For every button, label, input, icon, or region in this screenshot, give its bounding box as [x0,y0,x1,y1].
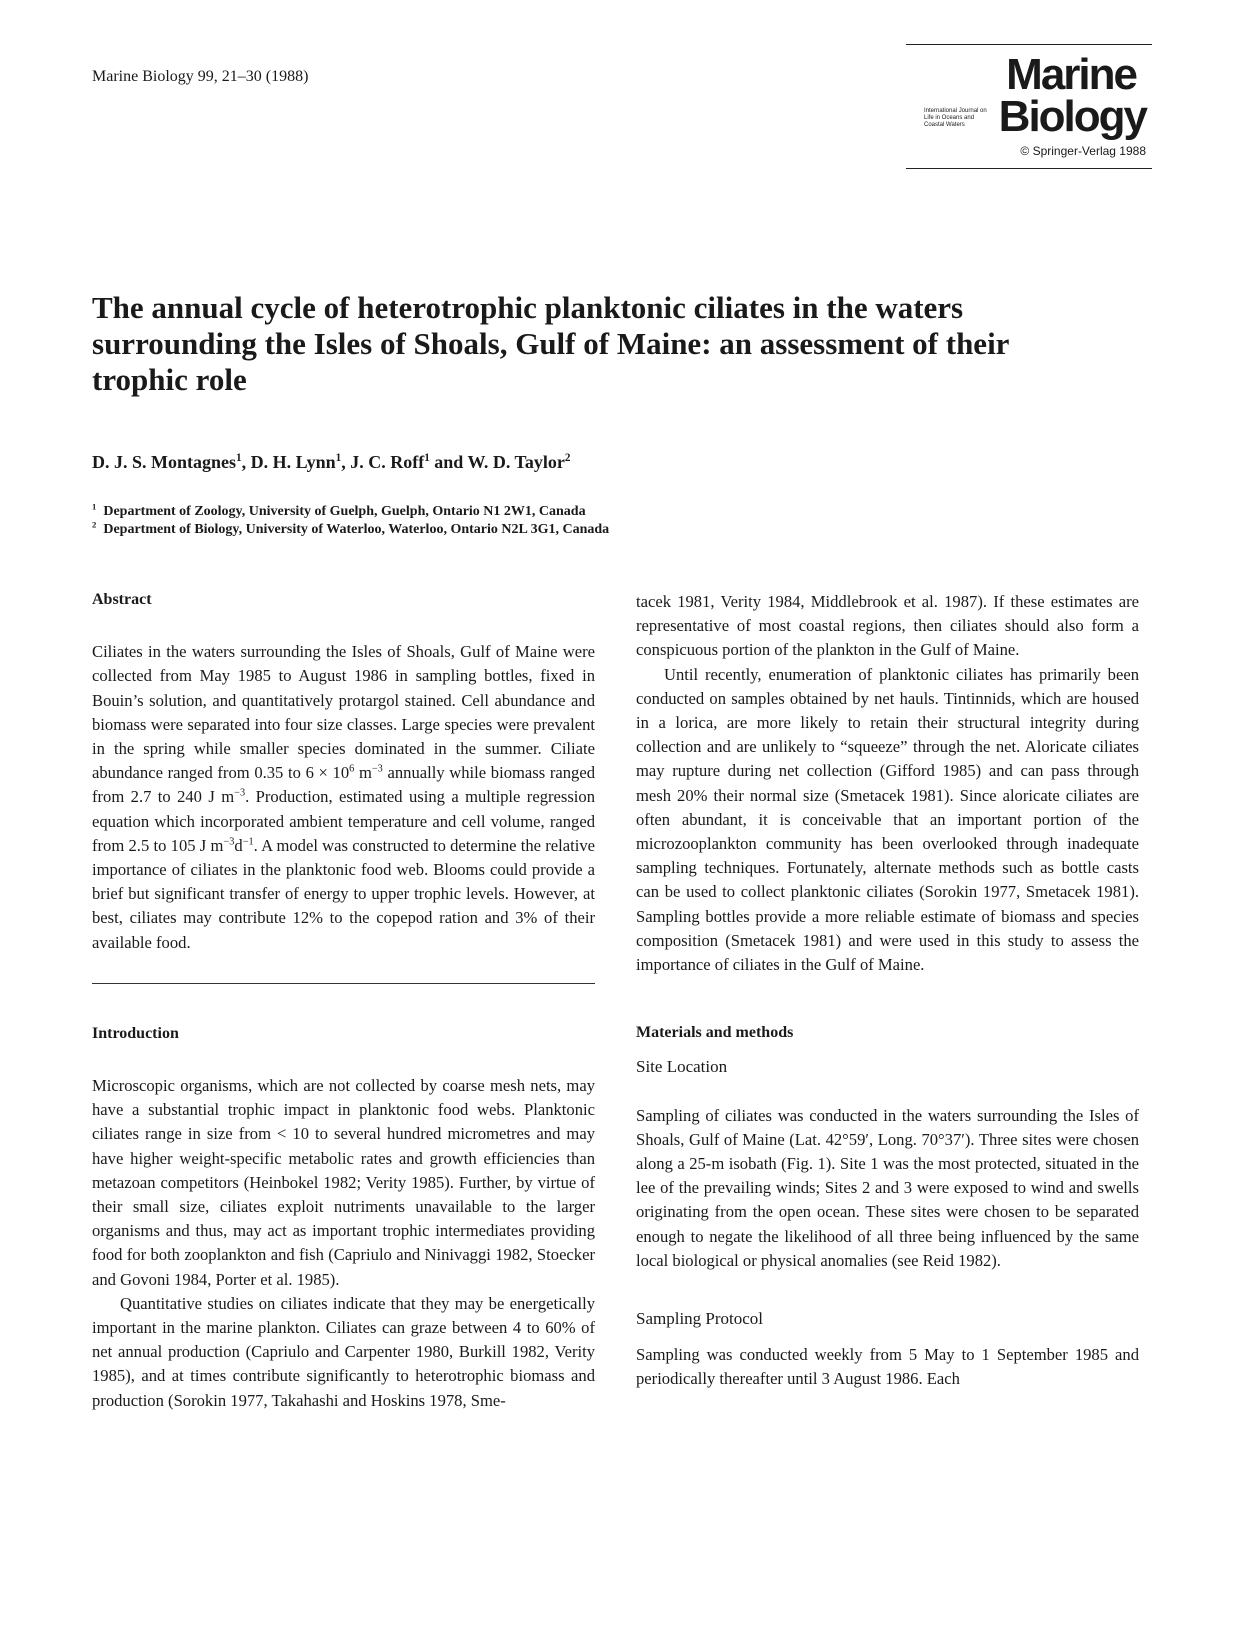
affiliation-text: Department of Zoology, University of Guelph, Guelph, Ontario N1 2W1, Canada [103,504,586,519]
logo-top-rule [906,44,1152,45]
affiliation-mark: 2 [92,519,97,530]
sampling-protocol-heading: Sampling Protocol [636,1309,764,1329]
copyright-notice: © Springer-Verlag 1988 [1020,144,1146,158]
author-affil-mark: 1 [424,452,430,464]
sampling-protocol-paragraph: Sampling was conducted weekly from 5 May to 1 September 1985 and periodically thereafter until 3 August 1986. Each [636,1345,1139,1389]
logo-tagline: International Journal on Life in Oceans and Coastal Waters [924,108,987,128]
introduction-paragraph-1: Microscopic organisms, which are not collected by coarse mesh nets, may have a substantial trophic impact in planktonic food webs. Planktonic ciliates range in size from < 10 to several hundred micrometres and may have higher weight-specific metabolic rates and growth efficiencies than metazoan competitors (Heinbokel 1982; Verity 1985). Further, by virtue of their small size, ciliates exploit nutriments unavailable to the larger organisms and thus, may act as important trophic intermediates providing food for both zooplankton and fish (Capriulo and Ninivaggi 1982, Stoecker and Govoni 1984, Porter et al. 1985). [92,1076,595,1289]
introduction-paragraph-2-cont: tacek 1981, Verity 1984, Middlebrook et al. 1987). If these estimates are representative of most coastal regions, then ciliates should also form a conspicuous portion of the plankton in the Gulf of Maine. [636,592,1139,660]
affiliation-2 [92,521,609,539]
author-separator: , [341,452,351,472]
logo-word-biology: Biology [998,92,1146,141]
abstract-seg: d [234,835,243,855]
abstract-seg: m [354,763,372,783]
running-head: Marine Biology 99, 21–30 (1988) [92,68,309,85]
abstract-seg: Ciliates in the waters surrounding the Isles of Shoals, Gulf of Maine were collected from May 1985 to August 1986 in sampling bottles, fixed in Bouin’s solution, and quantitatively protargol stained. Cell abundance and biomass were separated into four size classes. Large species were prevalent in the spring while smaller species dominated in the summer. Ciliate abundance ranged from 0.35 to 6 × 10 [92,642,595,783]
author-name: D. H. Lynn [250,452,336,472]
author-affil-mark: 1 [335,452,342,464]
author-affil-mark: 2 [564,452,571,464]
journal-logo [906,44,1152,174]
site-location-heading: Site Location [636,1057,728,1077]
author-separator: , [241,452,251,472]
abstract-sup: −1 [242,836,254,848]
introduction-paragraph-3: Until recently, enumeration of planktonic ciliates has primarily been conducted on samples obtained by net hauls. Tintinnids, which are housed in a lorica, are more likely to retain their structural integrity during collection and are unlikely to “squeeze” through the net. Aloricate ciliates may rupture during net collection (Gifford 1985) and can pass through mesh 20% their normal size (Smetacek 1981). Since aloricate ciliates are often abundant, it is conceivable that an important portion of the microzooplankton community has been overlooked through inadequate sampling techniques. Fortunately, alternate methods such as bottle casts can be used to collect planktonic ciliates (Sorokin 1977, Smetacek 1981). Sampling bottles provide a more reliable estimate of biomass and species composition (Smetacek 1981) and were used in this study to assess the importance of ciliates in the Gulf of Maine. [636,664,1139,975]
affiliation-mark: 1 [92,501,97,512]
author-name: J. C. Roff [350,452,425,472]
article-title: The annual cycle of heterotrophic planktonic ciliates in the waters surrounding the Isles of Shoals, Gulf of Maine: an assessment of their trophic role [92,290,1009,397]
author-name: W. D. Taylor [467,452,565,472]
abstract-seg: annually while biomass ranged from 2.7 to 240 J m [92,763,596,807]
author-name: D. J. S. Montagnes [92,452,237,472]
author-list [92,452,570,473]
introduction-paragraph-2: Quantitative studies on ciliates indicate that they may be energetically important in the marine plankton. Ciliates can graze between 4 to 60% of net annual production (Capriulo and Carpenter 1980, Burkill 1982, Verity 1985), and at times contribute significantly to heterotrophic biomass and production (Sorokin 1977, Takahashi and Hoskins 1978, Sme- [92,1293,595,1410]
logo-bottom-rule [906,168,1152,169]
left-column [92,588,595,1413]
affiliation-text: Department of Biology, University of Waterloo, Waterloo, Ontario N2L 3G1, Canada [103,522,610,537]
right-column [636,590,1139,1392]
methods-heading: Materials and methods [636,1024,794,1042]
abstract-seg: . A model was constructed to determine the relative importance of ciliates in the planktonic food web. Blooms could provide a brief but significant transfer of energy to upper trophic levels. However, at best, ciliates may contribute 12% to the copepod ration and 3% of their available food. [92,835,596,952]
abstract-seg: . Production, estimated using a multiple regression equation which incorporated ambient temperature and cell volume, ranged from 2.5 to 105 J m [92,787,595,855]
author-affil-mark: 1 [236,452,242,464]
author-separator: and [429,452,468,472]
abstract-sup: −3 [371,763,383,775]
abstract-text [92,640,595,955]
abstract-sup: −3 [234,787,246,799]
abstract-heading: Abstract [92,591,152,608]
abstract-sup: −3 [223,836,235,848]
abstract-sup: 6 [349,763,355,775]
introduction-heading: Introduction [92,1024,179,1042]
logo-word-marine: Marine [1006,50,1136,99]
affiliation-1 [92,503,609,521]
affiliations [92,503,609,539]
site-location-paragraph: Sampling of ciliates was conducted in the waters surrounding the Isles of Shoals, Gulf of Maine (Lat. 42°59′, Long. 70°37′). Three sites were chosen along a 25-m isobath (Fig. 1). Site 1 was the most protected, situated in the lee of the prevailing winds; Sites 2 and 3 were exposed to wind and swells originating from the open ocean. These sites were chosen to be separated enough to negate the likelihood of all three being influenced by the same local biological or physical anomalies (see Reid 1982). [636,1105,1139,1270]
